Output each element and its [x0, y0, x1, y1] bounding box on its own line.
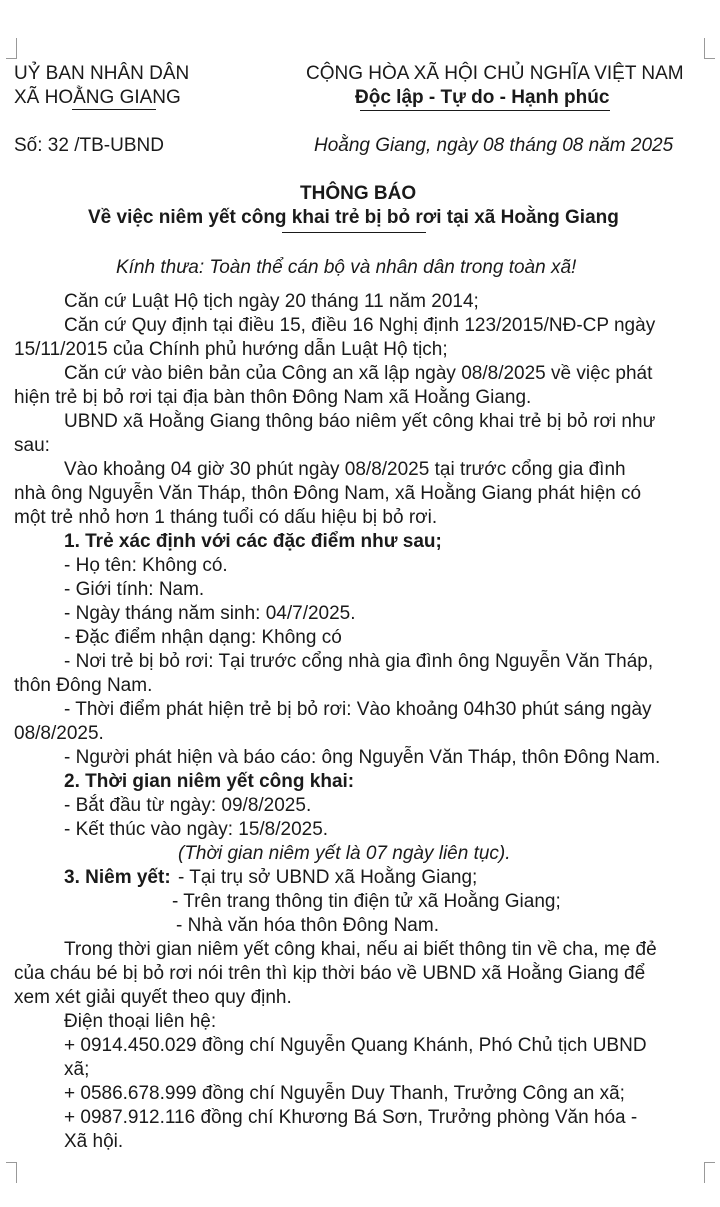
paragraph-line: của cháu bé bị bỏ rơi nói trên thì kịp thời báo về UBND xã Hoằng Giang để [14, 963, 646, 984]
list-item: thôn Đông Nam. [14, 675, 153, 696]
paragraph-line: xem xét giải quyết theo quy định. [14, 987, 292, 1008]
agency-commune: XÃ HOẰNG GIANG [14, 87, 181, 108]
section-heading-posting-time: 2. Thời gian niêm yết công khai: [64, 771, 355, 792]
paragraph-line: Vào khoảng 04 giờ 30 phút ngày 08/8/2025 tại trước cổng gia đình [64, 459, 626, 480]
list-item: 08/8/2025. [14, 723, 104, 744]
paragraph-line: một trẻ nhỏ hơn 1 tháng tuổi có dấu hiệu bị bỏ rơi. [14, 507, 438, 528]
nation-name: CỘNG HÒA XÃ HỘI CHỦ NGHĨA VIỆT NAM [306, 63, 684, 84]
list-item: - Tại trụ sở UBND xã Hoằng Giang; [178, 867, 478, 888]
contact-item: + 0914.450.029 đồng chí Nguyễn Quang Khánh, Phó Chủ tịch UBND [64, 1035, 647, 1056]
paragraph-line: Căn cứ vào biên bản của Công an xã lập ngày 08/8/2025 về việc phát [64, 363, 653, 384]
agency-name: UỶ BAN NHÂN DÂN [14, 63, 190, 84]
contact-heading: Điện thoại liên hệ: [64, 1011, 217, 1032]
paragraph-line: 15/11/2015 của Chính phủ hướng dẫn Luật Hộ tịch; [14, 339, 448, 360]
crop-mark-bottom-left [6, 1162, 17, 1183]
list-item: - Kết thúc vào ngày: 15/8/2025. [64, 819, 329, 840]
paragraph-line: hiện trẻ bị bỏ rơi tại địa bàn thôn Đông Nam xã Hoằng Giang. [14, 387, 532, 408]
crop-mark-bottom-right [704, 1162, 715, 1183]
paragraph-line: nhà ông Nguyễn Văn Tháp, thôn Đông Nam, xã Hoằng Giang phát hiện có [14, 483, 642, 504]
list-item: - Thời điểm phát hiện trẻ bị bỏ rơi: Vào khoảng 04h30 phút sáng ngày [64, 699, 652, 720]
list-item: - Đặc điểm nhận dạng: Không có [64, 627, 342, 648]
nation-motto: Độc lập - Tự do - Hạnh phúc [355, 87, 610, 108]
contact-item: Xã hội. [64, 1131, 124, 1152]
paragraph-line: UBND xã Hoằng Giang thông báo niêm yết công khai trẻ bị bỏ rơi như [64, 411, 656, 432]
crop-mark-top-right [704, 38, 715, 59]
list-item: - Nhà văn hóa thôn Đông Nam. [176, 915, 439, 936]
place-and-date: Hoằng Giang, ngày 08 tháng 08 năm 2025 [314, 135, 674, 156]
document-subtitle: Về việc niêm yết công khai trẻ bị bỏ rơi tại xã Hoằng Giang [88, 207, 619, 228]
salutation: Kính thưa: Toàn thể cán bộ và nhân dân trong toàn xã! [116, 257, 577, 278]
motto-underline [360, 110, 610, 111]
paragraph-line: Căn cứ Luật Hộ tịch ngày 20 tháng 11 năm 2014; [64, 291, 479, 312]
subtitle-underline [282, 232, 426, 233]
agency-underline [72, 109, 156, 110]
list-item: - Người phát hiện và báo cáo: ông Nguyễn Văn Tháp, thôn Đông Nam. [64, 747, 661, 768]
list-item: - Nơi trẻ bị bỏ rơi: Tại trước cổng nhà gia đình ông Nguyễn Văn Tháp, [64, 651, 654, 672]
contact-item: xã; [64, 1059, 90, 1080]
section-heading-posting-places: 3. Niêm yết: [64, 867, 171, 888]
document-number: Số: 32 /TB-UBND [14, 135, 164, 156]
posting-duration-note: (Thời gian niêm yết là 07 ngày liên tục). [178, 843, 511, 864]
list-item: - Ngày tháng năm sinh: 04/7/2025. [64, 603, 356, 624]
list-item: - Bắt đầu từ ngày: 09/8/2025. [64, 795, 312, 816]
section-heading-characteristics: 1. Trẻ xác định với các đặc điểm như sau; [64, 531, 442, 552]
list-item: - Giới tính: Nam. [64, 579, 205, 600]
paragraph-line: Trong thời gian niêm yết công khai, nếu ai biết thông tin về cha, mẹ đẻ [64, 939, 657, 960]
crop-mark-top-left [6, 38, 17, 59]
paragraph-line: Căn cứ Quy định tại điều 15, điều 16 Nghị định 123/2015/NĐ-CP ngày [64, 315, 656, 336]
contact-item: + 0987.912.116 đồng chí Khương Bá Sơn, Trưởng phòng Văn hóa - [64, 1107, 638, 1128]
document-title: THÔNG BÁO [300, 183, 417, 204]
list-item: - Họ tên: Không có. [64, 555, 228, 576]
list-item: - Trên trang thông tin điện tử xã Hoằng Giang; [172, 891, 561, 912]
paragraph-line: sau: [14, 435, 50, 456]
contact-item: + 0586.678.999 đồng chí Nguyễn Duy Thanh, Trưởng Công an xã; [64, 1083, 625, 1104]
